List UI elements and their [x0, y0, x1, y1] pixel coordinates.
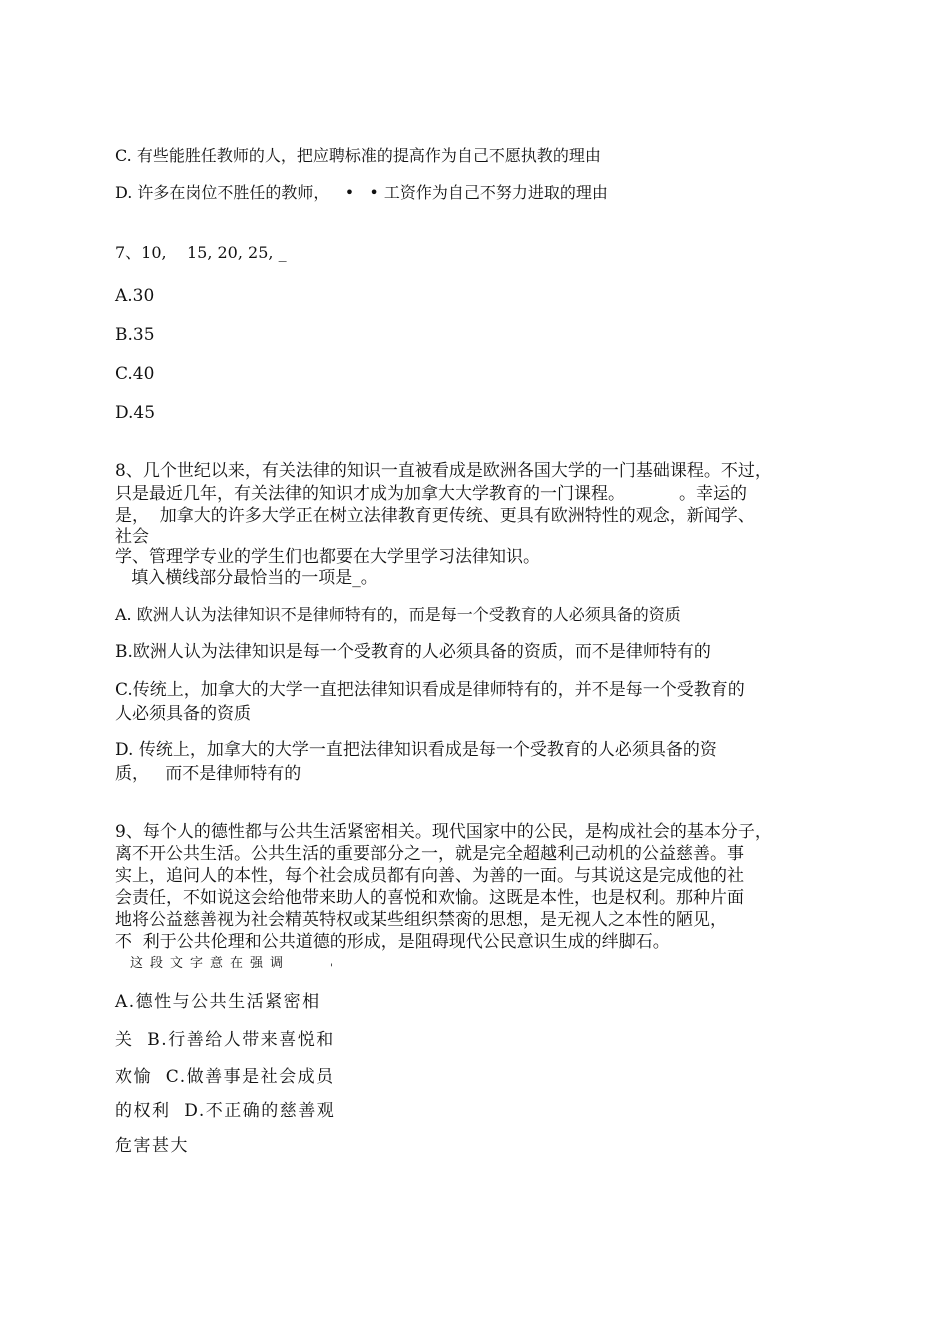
q8-option-a: A. 欧洲人认为法律知识不是律师特有的，而是每一个受教育的人必须具备的资质 — [115, 605, 681, 624]
q7-option-b: B.35 — [115, 325, 155, 345]
q8-option-d-line: 质， 而不是律师特有的 — [115, 764, 302, 784]
q6-option-c: C. 有些能胜任教师的人，把应聘标准的提高作为自己不愿执教的理由 — [115, 146, 601, 165]
q9-stem-line: 不 利于公共伦理和公共道德的形成，是阻碍现代公民意识生成的绊脚石。 — [115, 932, 670, 952]
q8-option-c-line: 人必须具备的资质 — [115, 704, 251, 724]
q9-stem-line: 9、每个人的德性都与公共生活紧密相关。现代国家中的公民，是构成社会的基本分子， — [115, 822, 772, 842]
q8-question-prompt: 填入横线部分最恰当的一项是_。 — [115, 568, 378, 588]
q7-option-a: A.30 — [115, 286, 155, 306]
q8-option-b: B.欧洲人认为法律知识是每一个受教育的人必须具备的资质，而不是律师特有的 — [115, 642, 711, 662]
q9-option-line: 的权利 D.不正确的慈善观 — [115, 1101, 336, 1121]
q8-stem-line: 学、管理学专业的学生们也都要在大学里学习法律知识。 — [115, 547, 540, 567]
q8-stem-line: 8、几个世纪以来，有关法律的知识一直被看成是欧洲各国大学的一门基础课程。不过， — [115, 461, 772, 481]
q8-stem-line: 只是最近几年，有关法律的知识才成为加拿大大学教育的一门课程。 。幸运的 — [115, 484, 748, 504]
q9-stem-line: 离不开公共生活。公共生活的重要部分之一，就是完全超越利己动机的公益慈善。事 — [115, 844, 744, 864]
q8-stem-line: 是， 加拿大的许多大学正在树立法律教育更传统、更具有欧洲特性的观念，新闻学、 — [115, 506, 755, 526]
q7-option-c: C.40 — [115, 364, 155, 384]
q7-option-d: D.45 — [115, 403, 156, 423]
q9-question-prompt: 这段文字意在强调 — [130, 956, 291, 971]
q9-option-line: 欢愉 C.做善事是社会成员 — [115, 1067, 335, 1087]
q8-option-d-line: D. 传统上，加拿大的大学一直把法律知识看成是每一个受教育的人必须具备的资 — [115, 740, 717, 760]
q9-option-line: A.德性与公共生活紧密相 — [115, 992, 321, 1012]
q9-option-line: 危害甚大 — [115, 1136, 189, 1156]
q9-stem-line: 会责任，不如说这会给他带来助人的喜悦和欢愉。这既是本性，也是权利。那种片面 — [115, 888, 744, 908]
q9-stem-line: 地将公益慈善视为社会精英特权或某些组织禁脔的思想，是无视人之本性的陋见， — [115, 910, 727, 930]
q6-option-d: D. 许多在岗位不胜任的教师， • • 工资作为自己不努力进取的理由 — [115, 183, 608, 202]
q8-stem-line: 社会 — [115, 527, 149, 547]
q9-stray-mark: ' — [330, 963, 333, 974]
q7-stem: 7、10, 15, 20, 25, _ — [115, 243, 287, 262]
q8-option-c-line: C.传统上，加拿大的大学一直把法律知识看成是律师特有的，并不是每一个受教育的 — [115, 680, 745, 700]
q9-option-line: 关 B.行善给人带来喜悦和 — [115, 1030, 335, 1050]
q9-stem-line: 实上，追问人的本性，每个社会成员都有向善、为善的一面。与其说这是完成他的社 — [115, 866, 744, 886]
